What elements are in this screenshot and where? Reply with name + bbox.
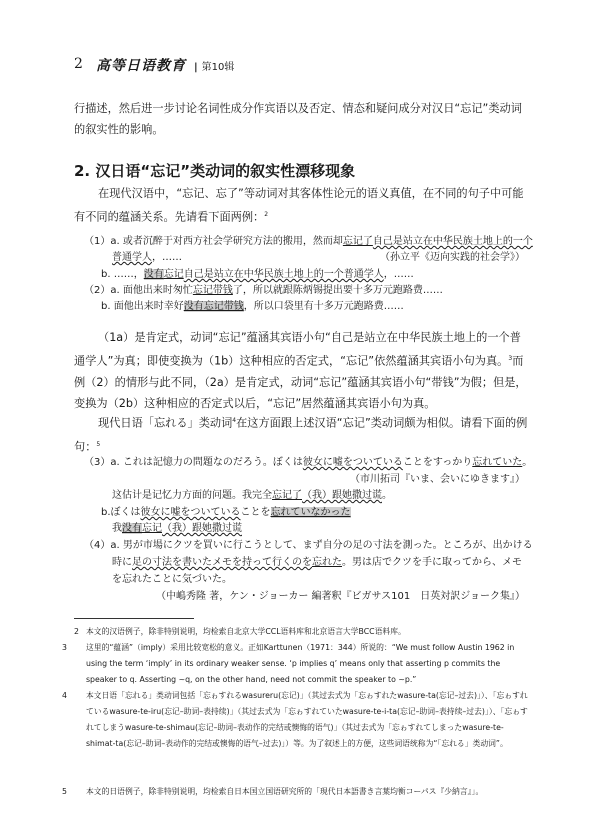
journal-title: 高等日语教育 — [96, 58, 186, 74]
issue-number: 第10辑 — [201, 62, 235, 73]
footnote-2 — [74, 624, 530, 640]
section-paragraph-text: 在现代汉语中，“忘记、忘了”等动词对其客体性论元的语义真值，在不同的句子中可能有不同的蕴涵关系。先请看下面两例： — [74, 187, 524, 224]
example-3a-source: （市川拓司『いま、会いにゆきます』） — [350, 474, 525, 485]
example-verb: 忘记带钱 — [192, 285, 233, 296]
footnote-ref: 3 — [508, 355, 513, 362]
example-text: ことを — [240, 507, 271, 518]
example-4a-source: （中嶋秀隆 著，ケン・ジョーカー 編著釈『ビガサス101 日英対訳ジョーク集』） — [156, 591, 525, 602]
footnote-text: 这里的“蕴涵”（imply）采用比较宽松的意义。正如Karttunen（1971：344）所说的：“We must follow Austin 1962 in using the term ‘imply’ in its ordinary weaker sense. ‘p implies q’ means only that asserting p commits the speaker to q. Asserting ~q, on the other hand, need not commit the speaker to ~p.” — [86, 643, 515, 684]
footnote-ref: 4 — [232, 417, 237, 424]
example-1a — [84, 234, 533, 250]
example-label: （4）a. — [84, 540, 120, 551]
example-1a-source: （孙立平《迈向实践的社会学》） — [380, 252, 525, 263]
example-label: b. — [101, 507, 111, 518]
example-text: 这估计是记忆力方面的问题。我完全 — [112, 490, 272, 501]
example-label: （2）a. — [84, 285, 120, 296]
example-verb: 忘记了 — [342, 236, 373, 247]
example-label: b. — [101, 269, 111, 280]
example-text: 男が市場にクツを買いに行こうとして、まず自分の足の寸法を測った。ところが、出かける — [122, 540, 533, 551]
example-text: 或者沉醉于对西方社会学研究方法的搬用，然而却 — [122, 236, 343, 247]
example-label: b. — [101, 301, 111, 312]
example-text: 。男は店でクツを手に取ってから、メモ — [342, 557, 522, 568]
example-object: 足の寸法を書いたメモを持って行くのを — [132, 557, 312, 568]
example-4a-line-2 — [112, 555, 522, 571]
example-verb: 忘记 — [142, 523, 162, 534]
example-object: 自己是站立在中华民族土地上的一个 — [372, 236, 533, 247]
example-text: 時に — [112, 557, 132, 568]
footnote-text: 本文的汉语例子，除非特别说明，均检索自北京大学CCL语料库和北京语言大学BCC语料库。 — [86, 627, 406, 636]
example-3b — [101, 505, 351, 521]
footnote-text: 本文的日语例子，除非特别说明，均检索自日本国立国语研究所的「現代日本語書き言葉均衡コーパス『少納言』」。 — [86, 787, 484, 796]
example-text: ，所以口袋里有十多万元跑路费…… — [243, 301, 404, 312]
footnote-5 — [62, 784, 530, 800]
example-text: ，…… — [152, 252, 182, 263]
analysis-text: （1a）是肯定式，动词“忘记”蕴涵其宾语小句“自己是站立在中华民族土地上的一个普通学人”为真；即使变换为（1b）这种相应的否定式，“忘记”依然蕴涵其宾语小句为真。 — [74, 331, 521, 368]
page-number: 2 — [74, 56, 83, 72]
intro-paragraph: 行描述，然后进一步讨论名词性成分作宾语以及否定、情态和疑问成分对汉日“忘记”类动词的叙实性的影响。 — [74, 102, 522, 136]
example-label: （1）a. — [84, 236, 120, 247]
example-object: 彼女に嘘をついている — [302, 457, 403, 468]
footnote-number: 5 — [62, 787, 67, 796]
example-2a — [84, 283, 443, 299]
example-3a — [84, 455, 532, 471]
footnote-ref: 5 — [96, 440, 101, 448]
footnote-text: 本文日语「忘れる」类动词包括「忘ゎすれるwasureru(忘记)」（其过去式为「忘ゎすれたwasure-ta(忘记–过去)」）、「忘ゎすれているwasure-te-iru(忘记–助词–表持续)」（其过去式为「忘ゎすれていたwasure-te-i-ta(忘记–助词–表持续–过去)」）、「忘ゎすれてしまうwasure-te-shimau(忘记–助词–表动作的完结或懊悔的语气)」（其过去式为「忘ゎすれてしまったwasure-te-shimat-ta(忘记–助词–表动作的完结或懊悔的语气–过去)」）等。为了叙述上的方便，这些词语统称为“「忘れる」类动词”。 — [86, 691, 528, 748]
example-text: 我 — [112, 523, 122, 534]
example-object: 普通学人 — [112, 252, 152, 263]
example-verb: 忘れていなかった — [270, 507, 351, 518]
example-object: 自己是站立在中华民族土地上的一个普通学人 — [183, 269, 384, 280]
example-text: ……， — [113, 269, 144, 280]
example-text: 。 — [382, 490, 392, 501]
example-3a-translation — [112, 488, 392, 504]
example-verb: 忘记了 — [272, 490, 302, 501]
section-heading: 2. 汉日语“忘记”类动词的叙实性漂移现象 — [74, 162, 356, 180]
example-text: これは記憶力の問題なのだろう。ぼくは — [122, 457, 303, 468]
example-3b-translation — [112, 521, 242, 537]
example-verb: 没有忘记带钱 — [183, 301, 244, 312]
example-negation: 没有 — [122, 523, 142, 534]
footnote-number: 2 — [74, 627, 79, 636]
example-1a-cont — [112, 250, 182, 266]
example-verb: 忘れた — [312, 557, 342, 568]
example-verb: 忘记 — [163, 269, 184, 280]
example-text: ぼくは — [110, 507, 141, 518]
section-paragraph — [74, 183, 528, 228]
example-4a — [84, 538, 533, 554]
example-text: 面他出来时幸好 — [113, 301, 184, 312]
example-negation: 没有 — [143, 269, 164, 280]
analysis-paragraph-2 — [74, 410, 528, 457]
example-text: 面他出来时匆忙 — [122, 285, 193, 296]
footnote-number: 3 — [62, 643, 67, 652]
example-text: 。 — [522, 457, 533, 468]
issue-label — [194, 58, 234, 73]
footnote-number: 4 — [62, 691, 67, 700]
example-object: （我）跟她撒过谎 — [302, 490, 382, 501]
footnote-4 — [62, 688, 530, 752]
example-text: ，…… — [383, 269, 414, 280]
analysis-paragraph-1 — [74, 327, 528, 414]
footnote-divider — [74, 618, 194, 619]
example-1b — [101, 267, 414, 283]
example-4a-line-3: を忘れたことに気づいた。 — [112, 574, 232, 585]
example-object: （我）跟她撒过谎 — [162, 523, 242, 534]
example-text: 了，所以就跟陈炳锡提出要十多万元跑路费…… — [232, 285, 443, 296]
footnote-ref: 2 — [264, 211, 269, 218]
analysis-text: 而例（2）的情形与此不同，（2a）是肯定式，动词“忘记”蕴涵其宾语小句“带钱”为假；但是，变换为（2b）这种相应的否定式以后，“忘记”居然蕴涵其宾语小句为真。 — [74, 354, 527, 410]
example-2b — [101, 299, 404, 315]
footnote-3 — [62, 640, 530, 688]
example-text: ことをすっかり — [402, 457, 473, 468]
header-separator: | — [194, 62, 198, 73]
analysis-text: 在这方面跟上述汉语“忘记”类动词颇为相似。请看下面的例句： — [74, 416, 528, 454]
example-verb: 忘れていた — [472, 457, 523, 468]
example-label: （3）a. — [84, 457, 120, 468]
analysis-text: 现代日语「忘れる」类动词 — [98, 416, 233, 430]
example-object: 彼女に嘘をついている — [140, 507, 241, 518]
